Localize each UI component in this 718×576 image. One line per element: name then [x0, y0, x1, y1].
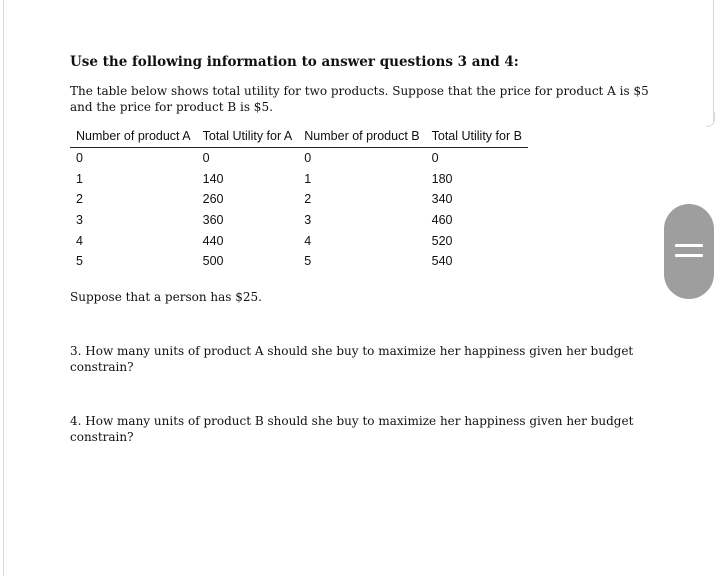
table-row: [70, 169, 528, 190]
pause-button[interactable]: [664, 204, 714, 299]
page-left-edge: [3, 0, 4, 576]
page-corner-edge: [706, 112, 715, 127]
page-right-edge: [713, 0, 714, 124]
column-header-utility-a: Total Utility for A: [197, 127, 299, 148]
table-cell: 2: [304, 192, 312, 207]
table-cell: 540: [431, 254, 453, 269]
table-cell: 180: [431, 171, 453, 186]
pause-icon-bar-bottom: [675, 254, 703, 257]
table-cell: 520: [431, 233, 453, 248]
question-4: 4. How many units of product B should she buy to maximize her happiness given her budget constrain?: [70, 414, 634, 444]
table-cell: 1: [76, 171, 83, 186]
table-cell: 5: [304, 254, 312, 269]
budget-statement: Suppose that a person has $25.: [70, 290, 262, 304]
table-row: [70, 210, 528, 231]
table-cell: 440: [202, 233, 224, 248]
table-row: [70, 148, 528, 169]
column-header-quantity-b: Number of product B: [298, 127, 425, 148]
table-cell: 4: [304, 233, 312, 248]
table-cell: 3: [304, 213, 312, 228]
table-cell: 360: [202, 213, 224, 228]
column-header-utility-b: Total Utility for B: [426, 127, 528, 148]
table-cell: 1: [304, 171, 312, 186]
table-cell: 140: [202, 171, 224, 186]
pause-icon-bar-top: [675, 244, 703, 247]
table-cell: 5: [76, 254, 83, 269]
table-cell: 260: [202, 192, 224, 207]
table-cell: 0: [76, 151, 83, 166]
table-cell: 500: [202, 254, 224, 269]
table-cell: 4: [76, 233, 83, 248]
table-row: [70, 189, 528, 210]
table-row: [70, 251, 528, 272]
table-cell: 0: [202, 151, 210, 166]
column-header-quantity-a: Number of product A: [70, 127, 197, 148]
intro-paragraph: The table below shows total utility for two products. Suppose that the price for product A is $5 and the price for product B is $5.: [70, 84, 649, 114]
table-cell: 3: [76, 213, 83, 228]
table-row: [70, 230, 528, 251]
table-cell: 0: [304, 151, 312, 166]
question-3: 3. How many units of product A should she buy to maximize her happiness given her budget constrain?: [70, 344, 634, 374]
table-cell: 340: [431, 192, 453, 207]
utility-table: [70, 127, 528, 272]
table-cell: 0: [431, 151, 439, 166]
table-header-row: [70, 127, 528, 148]
table-cell: 2: [76, 192, 83, 207]
table-cell: 460: [431, 213, 453, 228]
section-heading: Use the following information to answer questions 3 and 4:: [70, 54, 519, 70]
